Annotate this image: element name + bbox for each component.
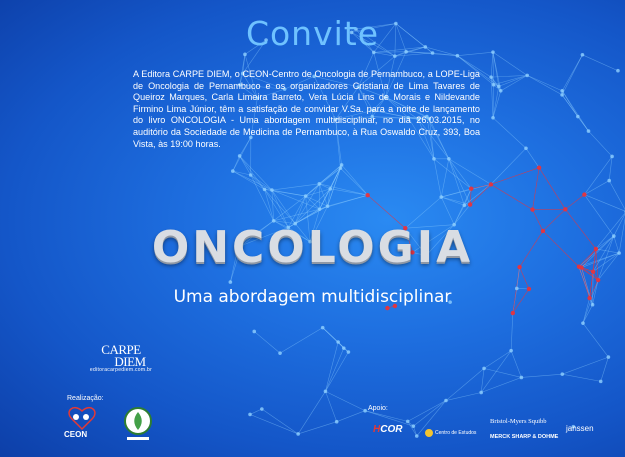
network-node xyxy=(509,349,513,353)
network-node xyxy=(610,155,614,159)
network-edge xyxy=(493,52,527,75)
network-node xyxy=(607,179,611,183)
network-node xyxy=(339,166,343,170)
network-edge xyxy=(449,159,464,206)
network-node xyxy=(616,69,620,73)
network-node xyxy=(489,182,493,186)
network-node xyxy=(581,321,585,325)
publisher-name-line1: CARPE xyxy=(101,342,141,357)
network-edge xyxy=(589,131,613,156)
network-edge xyxy=(584,181,609,195)
network-node xyxy=(439,195,443,199)
network-edge xyxy=(233,171,272,190)
network-edge xyxy=(481,377,521,392)
network-edge xyxy=(441,159,449,197)
network-node xyxy=(260,407,264,411)
network-node xyxy=(587,129,591,133)
network-edge xyxy=(527,75,562,95)
centro-logo-text: Centro de Estudos xyxy=(435,429,477,436)
network-node xyxy=(270,188,274,192)
network-edge xyxy=(298,422,337,434)
network-edge xyxy=(583,323,608,357)
network-node xyxy=(340,163,344,167)
network-edge xyxy=(319,168,340,184)
network-node xyxy=(447,157,451,161)
merck-logo: MERCK SHARP & DOHME xyxy=(490,434,559,440)
ceon-logo-text: CEON xyxy=(64,430,88,439)
hcor-logo-h: H xyxy=(373,424,381,435)
network-node xyxy=(231,169,235,173)
network-node xyxy=(560,89,564,93)
network-edge xyxy=(265,189,296,223)
network-node xyxy=(324,390,328,394)
network-edge xyxy=(272,190,306,196)
network-node xyxy=(317,182,321,186)
janssen-logo: janssen xyxy=(566,424,594,433)
invitation-title: Convite xyxy=(245,14,380,53)
network-edge xyxy=(254,331,280,353)
network-edge xyxy=(365,411,408,422)
network-edge xyxy=(446,392,481,400)
lope-logo-icon xyxy=(123,406,153,444)
network-edge xyxy=(562,55,582,95)
network-edge xyxy=(434,159,441,197)
network-node xyxy=(238,154,242,158)
network-edge xyxy=(539,168,565,210)
network-node xyxy=(328,187,332,191)
network-edge xyxy=(527,75,562,90)
network-edge xyxy=(484,351,511,369)
network-node xyxy=(229,280,233,284)
network-node xyxy=(469,187,473,191)
network-node xyxy=(492,83,496,87)
network-edge xyxy=(511,351,521,378)
network-edge xyxy=(501,75,527,90)
hcor-logo xyxy=(373,424,402,435)
network-node xyxy=(406,420,410,424)
network-edge xyxy=(533,168,540,210)
network-node xyxy=(511,311,515,315)
network-edge xyxy=(449,159,470,205)
network-edge xyxy=(330,168,340,189)
network-edge xyxy=(233,171,265,189)
network-node xyxy=(520,376,524,380)
network-edge xyxy=(319,184,367,195)
network-node xyxy=(499,89,503,93)
network-node xyxy=(581,53,585,57)
network-node xyxy=(243,53,247,57)
network-edge xyxy=(493,85,494,118)
network-edge xyxy=(493,91,501,118)
network-node xyxy=(336,340,340,344)
network-node xyxy=(596,278,600,282)
network-edge xyxy=(493,86,499,117)
centro-logo-icon xyxy=(425,429,433,437)
network-node xyxy=(304,194,308,198)
network-edge xyxy=(325,352,348,391)
publisher-website: editoracarpediem.com.br xyxy=(89,367,153,373)
network-edge xyxy=(280,328,323,354)
network-node xyxy=(278,351,282,355)
network-node xyxy=(456,54,460,58)
network-node xyxy=(576,115,580,119)
network-edge xyxy=(511,313,513,351)
publisher-logo xyxy=(86,344,156,373)
network-node xyxy=(296,432,300,436)
network-node xyxy=(560,93,564,97)
network-node xyxy=(525,74,529,78)
book-title: ONCOLOGIA xyxy=(151,222,474,273)
network-edge xyxy=(491,52,493,77)
network-edge xyxy=(337,411,365,422)
network-edge xyxy=(562,91,578,117)
network-node xyxy=(489,75,493,79)
network-edge xyxy=(250,409,262,414)
publisher-name-line2: DIEM xyxy=(114,354,146,369)
network-edge xyxy=(493,118,526,148)
network-edge xyxy=(441,184,491,197)
network-edge xyxy=(233,171,251,175)
network-node xyxy=(342,346,346,350)
network-edge xyxy=(562,95,578,117)
network-node xyxy=(491,116,495,120)
network-node xyxy=(263,188,267,192)
network-node xyxy=(582,192,586,196)
network-node xyxy=(248,413,252,417)
network-node xyxy=(249,173,253,177)
network-node xyxy=(444,399,448,403)
network-edge xyxy=(499,75,527,86)
network-edge xyxy=(565,195,584,210)
network-node xyxy=(393,54,397,58)
network-edge xyxy=(446,368,484,400)
network-edge xyxy=(609,181,625,212)
network-edge xyxy=(562,357,608,374)
network-edge xyxy=(449,159,491,185)
network-edge xyxy=(491,168,539,185)
network-edge xyxy=(562,374,600,381)
network-node xyxy=(607,355,611,359)
hcor-logo-text: COR xyxy=(380,424,403,435)
network-edge xyxy=(526,148,539,167)
book-subtitle: Uma abordagem multidisciplinar xyxy=(173,287,452,307)
network-edge xyxy=(251,175,265,189)
network-edge xyxy=(272,184,319,190)
network-node xyxy=(497,85,501,89)
network-node xyxy=(412,424,416,428)
network-node xyxy=(537,166,541,170)
network-node xyxy=(326,204,330,208)
invitation-text: A Editora CARPE DIEM, o CEON-Centro de Oncologia de Pernambuco, a LOPE-Liga de Oncologia de Pernambuco e os organizadores Cristiana de Lima Tavares de Queiroz Marques, Carla Limeira Barreto, Vera Lúcia Lins de Morais e Nildevande Firmino Lima Júnior, têm a satisfação de convidar V.Sa. para a noite de lançamento do livro ONCOLOGIA - Uma abordagem multidisciplinar, no dia 26.03.2015, no auditório da Sociedade de Medicina de Pernambuco, à Rua Oswaldo Cruz, 393, Boa Vista, às 19:00 horas. xyxy=(133,69,480,149)
centro-de-estudos-logo xyxy=(425,424,485,442)
network-node xyxy=(530,207,534,211)
network-edge xyxy=(413,401,446,427)
network-node xyxy=(363,409,367,413)
network-edge xyxy=(408,401,446,422)
network-edge xyxy=(601,357,609,381)
network-edge xyxy=(491,184,533,209)
bms-logo: Bristol-Myers Squibb xyxy=(490,418,547,425)
network-node xyxy=(335,420,339,424)
network-node xyxy=(560,372,564,376)
network-edge xyxy=(342,165,368,195)
network-node xyxy=(415,434,419,438)
network-node xyxy=(482,367,486,371)
network-node xyxy=(479,391,483,395)
network-edge xyxy=(491,148,526,184)
network-node xyxy=(318,207,322,211)
network-node xyxy=(599,380,603,384)
network-node xyxy=(563,207,567,211)
network-node xyxy=(321,326,325,330)
network-edge xyxy=(521,374,562,377)
network-node xyxy=(347,350,351,354)
network-node xyxy=(463,203,467,207)
network-node xyxy=(432,157,436,161)
network-node xyxy=(468,202,472,206)
network-node xyxy=(252,330,256,334)
network-edge xyxy=(441,197,470,205)
apoio-label: Apoio: xyxy=(368,405,388,412)
network-edge xyxy=(408,421,417,436)
network-edge xyxy=(251,175,274,221)
network-edge xyxy=(470,184,491,204)
network-edge xyxy=(582,55,618,71)
network-edge xyxy=(583,305,593,323)
realizacao-label: Realização: xyxy=(67,395,104,402)
network-node xyxy=(524,146,528,150)
network-edge xyxy=(484,368,521,377)
network-edge xyxy=(298,391,325,434)
network-node xyxy=(365,193,369,197)
network-edge xyxy=(584,156,612,194)
